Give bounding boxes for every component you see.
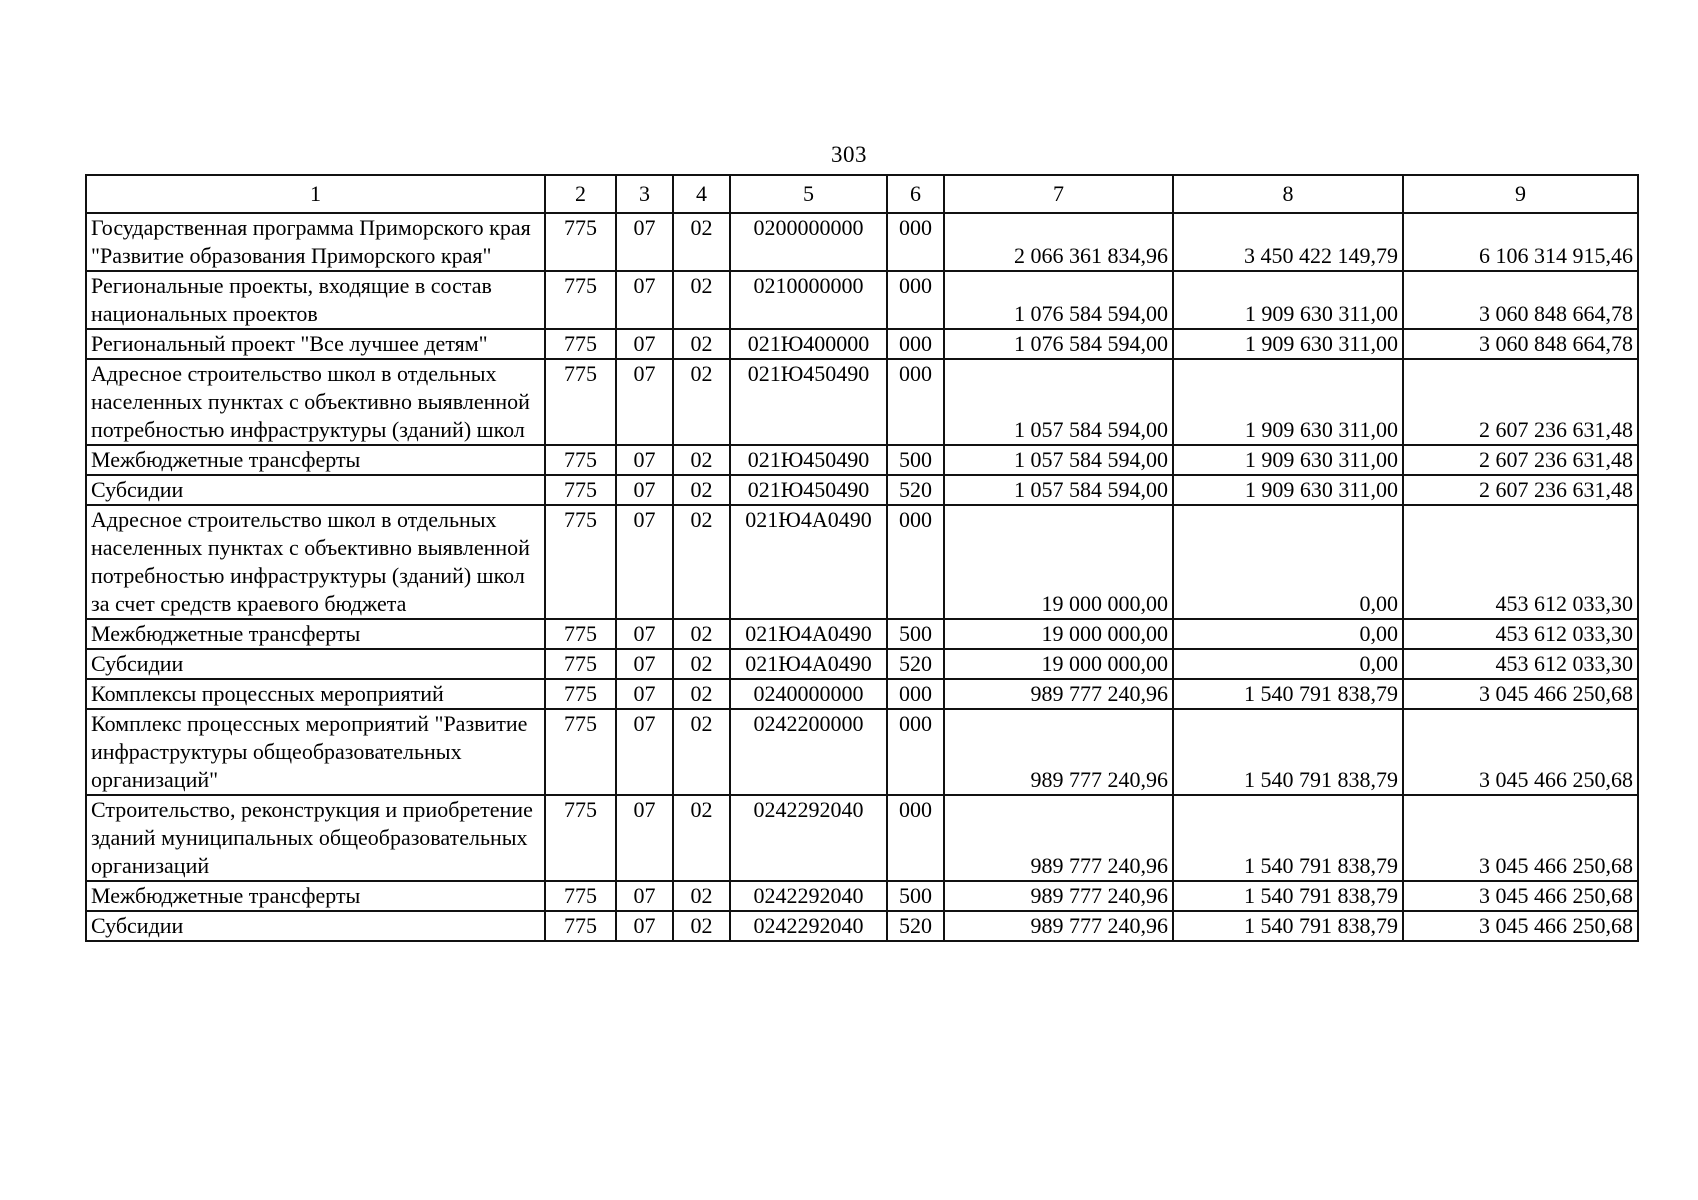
ministry-code-cell: 775 [545,329,616,359]
amount-col9-cell: 3 045 466 250,68 [1403,881,1638,911]
ministry-code-cell: 775 [545,795,616,881]
amount-col9-cell: 453 612 033,30 [1403,649,1638,679]
amount-col7-cell: 989 777 240,96 [944,911,1173,941]
section-code-cell: 07 [616,505,673,619]
subsection-code-cell: 02 [673,475,730,505]
subsection-code-cell: 02 [673,709,730,795]
expense-type-cell: 000 [887,213,944,271]
section-code-cell: 07 [616,271,673,329]
target-article-cell: 0200000000 [730,213,887,271]
section-code-cell: 07 [616,445,673,475]
target-article-cell: 021Ю450490 [730,475,887,505]
row-name-cell: Комплекс процессных мероприятий "Развитие инфраструктуры общеобразовательных организаций" [86,709,545,795]
subsection-code-cell: 02 [673,445,730,475]
table-row [86,475,1638,505]
table-row [86,649,1638,679]
table-row [86,271,1638,329]
row-name-cell: Региональный проект "Все лучшее детям" [86,329,545,359]
row-name-cell: Государственная программа Приморского края "Развитие образования Приморского края" [86,213,545,271]
amount-col8-cell: 1 540 791 838,79 [1173,881,1403,911]
amount-col7-cell: 19 000 000,00 [944,619,1173,649]
column-header-8: 8 [1173,175,1403,213]
amount-col9-cell: 2 607 236 631,48 [1403,475,1638,505]
table-row [86,679,1638,709]
subsection-code-cell: 02 [673,649,730,679]
ministry-code-cell: 775 [545,505,616,619]
amount-col7-cell: 989 777 240,96 [944,881,1173,911]
ministry-code-cell: 775 [545,213,616,271]
amount-col9-cell: 2 607 236 631,48 [1403,359,1638,445]
amount-col8-cell: 0,00 [1173,619,1403,649]
page-number: 303 [831,142,867,167]
amount-col7-cell: 2 066 361 834,96 [944,213,1173,271]
table-row [86,505,1638,619]
subsection-code-cell: 02 [673,881,730,911]
table-row [86,213,1638,271]
column-header-2: 2 [545,175,616,213]
amount-col8-cell: 0,00 [1173,505,1403,619]
subsection-code-cell: 02 [673,679,730,709]
table-row [86,359,1638,445]
amount-col7-cell: 989 777 240,96 [944,679,1173,709]
row-name-cell: Межбюджетные трансферты [86,445,545,475]
amount-col9-cell: 3 060 848 664,78 [1403,329,1638,359]
amount-col9-cell: 2 607 236 631,48 [1403,445,1638,475]
table-body [86,175,1638,941]
expense-type-cell: 520 [887,911,944,941]
section-code-cell: 07 [616,911,673,941]
amount-col9-cell: 3 045 466 250,68 [1403,795,1638,881]
table-header-row [86,175,1638,213]
column-header-7: 7 [944,175,1173,213]
ministry-code-cell: 775 [545,475,616,505]
target-article-cell: 021Ю450490 [730,359,887,445]
expense-type-cell: 500 [887,445,944,475]
amount-col9-cell: 3 060 848 664,78 [1403,271,1638,329]
budget-table [85,174,1639,942]
section-code-cell: 07 [616,213,673,271]
section-code-cell: 07 [616,679,673,709]
column-header-5: 5 [730,175,887,213]
amount-col7-cell: 989 777 240,96 [944,709,1173,795]
section-code-cell: 07 [616,881,673,911]
amount-col9-cell: 6 106 314 915,46 [1403,213,1638,271]
section-code-cell: 07 [616,709,673,795]
amount-col8-cell: 1 909 630 311,00 [1173,445,1403,475]
amount-col7-cell: 1 076 584 594,00 [944,271,1173,329]
expense-type-cell: 500 [887,881,944,911]
expense-type-cell: 520 [887,649,944,679]
table-row [86,881,1638,911]
table-row [86,911,1638,941]
amount-col8-cell: 1 909 630 311,00 [1173,271,1403,329]
row-name-cell: Адресное строительство школ в отдельных населенных пунктах с объективно выявленной потребностью инфраструктуры (зданий) школ [86,359,545,445]
amount-col8-cell: 1 909 630 311,00 [1173,359,1403,445]
amount-col9-cell: 3 045 466 250,68 [1403,679,1638,709]
amount-col9-cell: 3 045 466 250,68 [1403,911,1638,941]
amount-col8-cell: 1 909 630 311,00 [1173,329,1403,359]
ministry-code-cell: 775 [545,679,616,709]
section-code-cell: 07 [616,475,673,505]
section-code-cell: 07 [616,795,673,881]
ministry-code-cell: 775 [545,271,616,329]
subsection-code-cell: 02 [673,271,730,329]
table-row [86,795,1638,881]
section-code-cell: 07 [616,649,673,679]
table-row [86,445,1638,475]
amount-col8-cell: 1 540 791 838,79 [1173,709,1403,795]
target-article-cell: 0242292040 [730,911,887,941]
subsection-code-cell: 02 [673,911,730,941]
target-article-cell: 021Ю450490 [730,445,887,475]
target-article-cell: 021Ю4А0490 [730,649,887,679]
row-name-cell: Межбюджетные трансферты [86,619,545,649]
row-name-cell: Субсидии [86,911,545,941]
amount-col8-cell: 1 909 630 311,00 [1173,475,1403,505]
expense-type-cell: 520 [887,475,944,505]
subsection-code-cell: 02 [673,795,730,881]
target-article-cell: 0210000000 [730,271,887,329]
amount-col7-cell: 989 777 240,96 [944,795,1173,881]
amount-col7-cell: 1 076 584 594,00 [944,329,1173,359]
column-header-9: 9 [1403,175,1638,213]
section-code-cell: 07 [616,619,673,649]
expense-type-cell: 000 [887,271,944,329]
expense-type-cell: 000 [887,679,944,709]
expense-type-cell: 000 [887,795,944,881]
table-row [86,709,1638,795]
amount-col7-cell: 1 057 584 594,00 [944,475,1173,505]
ministry-code-cell: 775 [545,649,616,679]
target-article-cell: 021Ю400000 [730,329,887,359]
ministry-code-cell: 775 [545,619,616,649]
row-name-cell: Строительство, реконструкция и приобретение зданий муниципальных общеобразовательных организаций [86,795,545,881]
subsection-code-cell: 02 [673,329,730,359]
amount-col9-cell: 3 045 466 250,68 [1403,709,1638,795]
column-header-3: 3 [616,175,673,213]
row-name-cell: Комплексы процессных мероприятий [86,679,545,709]
row-name-cell: Субсидии [86,475,545,505]
expense-type-cell: 500 [887,619,944,649]
ministry-code-cell: 775 [545,911,616,941]
ministry-code-cell: 775 [545,709,616,795]
expense-type-cell: 000 [887,505,944,619]
amount-col8-cell: 1 540 791 838,79 [1173,795,1403,881]
amount-col8-cell: 1 540 791 838,79 [1173,679,1403,709]
amount-col7-cell: 1 057 584 594,00 [944,445,1173,475]
amount-col8-cell: 0,00 [1173,649,1403,679]
ministry-code-cell: 775 [545,359,616,445]
expense-type-cell: 000 [887,359,944,445]
row-name-cell: Межбюджетные трансферты [86,881,545,911]
expense-type-cell: 000 [887,329,944,359]
subsection-code-cell: 02 [673,213,730,271]
target-article-cell: 0240000000 [730,679,887,709]
expense-type-cell: 000 [887,709,944,795]
ministry-code-cell: 775 [545,445,616,475]
column-header-6: 6 [887,175,944,213]
ministry-code-cell: 775 [545,881,616,911]
amount-col7-cell: 19 000 000,00 [944,649,1173,679]
subsection-code-cell: 02 [673,359,730,445]
section-code-cell: 07 [616,359,673,445]
column-header-4: 4 [673,175,730,213]
amount-col8-cell: 3 450 422 149,79 [1173,213,1403,271]
target-article-cell: 0242292040 [730,881,887,911]
target-article-cell: 021Ю4А0490 [730,619,887,649]
table-row [86,619,1638,649]
amount-col7-cell: 19 000 000,00 [944,505,1173,619]
row-name-cell: Субсидии [86,649,545,679]
target-article-cell: 021Ю4А0490 [730,505,887,619]
section-code-cell: 07 [616,329,673,359]
amount-col9-cell: 453 612 033,30 [1403,505,1638,619]
table-row [86,329,1638,359]
target-article-cell: 0242292040 [730,795,887,881]
row-name-cell: Региональные проекты, входящие в состав национальных проектов [86,271,545,329]
row-name-cell: Адресное строительство школ в отдельных населенных пунктах с объективно выявленной потребностью инфраструктуры (зданий) школ за счет средств краевого бюджета [86,505,545,619]
subsection-code-cell: 02 [673,505,730,619]
subsection-code-cell: 02 [673,619,730,649]
target-article-cell: 0242200000 [730,709,887,795]
column-header-1: 1 [86,175,545,213]
amount-col9-cell: 453 612 033,30 [1403,619,1638,649]
amount-col7-cell: 1 057 584 594,00 [944,359,1173,445]
amount-col8-cell: 1 540 791 838,79 [1173,911,1403,941]
